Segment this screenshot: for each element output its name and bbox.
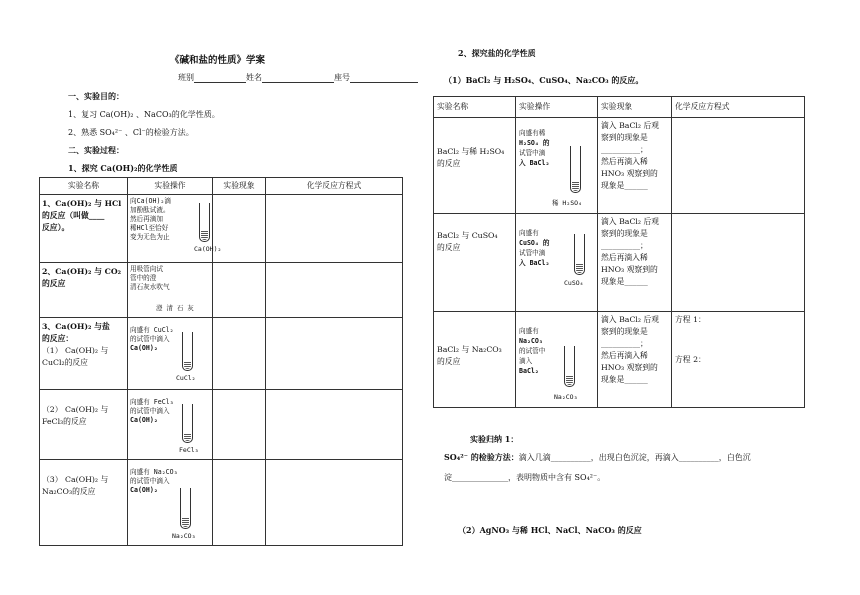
tube-label: 稀 H₂SO₄ (552, 199, 582, 207)
row5-phenomenon (213, 460, 266, 546)
name-label: 姓名 (246, 73, 262, 82)
r-row1-operation (516, 118, 598, 214)
row5-equation (266, 460, 403, 546)
row3-equation (266, 318, 403, 390)
r-row2-operation (516, 214, 598, 312)
summary-title: 实验归纳 1： (470, 434, 519, 444)
phen-line: 滴入 BaCl₂ 后观 (601, 121, 660, 130)
row2-operation (128, 263, 213, 318)
op-line: CuSO₄ 的 (519, 239, 550, 247)
op-line: 管中的澄 (130, 274, 157, 282)
r-row3-name-line: BaCl₂ 与 Na₂CO₃ (437, 345, 502, 354)
phen-line: HNO₃ 观察到的 (601, 363, 658, 372)
row2-name (40, 263, 128, 318)
op-line: 加酚酞试液。 (130, 206, 170, 214)
phen-line: 然后再滴入稀 (601, 157, 648, 166)
phen-line: 现象是______ (601, 277, 648, 286)
r-row3-name (434, 312, 516, 408)
row2-equation (266, 263, 403, 318)
r-row1-name-line: 的反应 (437, 159, 461, 168)
phen-line: 察到的现象是 (601, 133, 648, 142)
test-tube-icon (182, 404, 193, 443)
seat-label: 座号 (334, 73, 350, 82)
test-tube-icon (180, 488, 191, 529)
op-line: 试管中滴 (519, 249, 546, 257)
table-row (40, 318, 403, 390)
row1-name (40, 195, 128, 263)
test-tube-icon (182, 332, 193, 371)
section-goal-heading: 一、实验目的： (68, 91, 124, 101)
table-header-row (434, 97, 805, 118)
r-row1-phenomenon (598, 118, 672, 214)
op-line: 变为无色为止 (130, 233, 170, 241)
op-line: 向盛有 Na₂CO₃ (130, 468, 178, 476)
op-line: 入 BaCl₂ (519, 159, 550, 167)
op-line: 入 BaCl₂ (519, 259, 550, 267)
header-phenomenon: 实验现象 (598, 97, 672, 118)
phen-line: 然后再滴入稀 (601, 351, 648, 360)
table-row (434, 118, 805, 214)
r-row2-phenomenon (598, 214, 672, 312)
row3-operation (128, 318, 213, 390)
phen-line: 滴入 BaCl₂ 后观 (601, 217, 660, 226)
equation-1-label: 方程 1： (675, 315, 706, 324)
row3-name-line: 3、Ca(OH)₂ 与盐 (42, 322, 110, 331)
table-header-row (40, 178, 403, 195)
sub-heading-bacl2: （1）BaCl₂ 与 H₂SO₄、CuSO₄、Na₂CO₃ 的反应。 (444, 75, 644, 85)
r-row3-operation (516, 312, 598, 408)
row2-name-line: 2、Ca(OH)₂ 与 CO₂ (42, 267, 122, 276)
r-row2-name-line: BaCl₂ 与 CuSO₄ (437, 231, 498, 240)
row1-name-line: 1、Ca(OH)₂ 与 HCl (42, 199, 122, 208)
row5-name (40, 460, 128, 546)
goal-2: 2、熟悉 SO₄²⁻ 、Cl⁻的检验方法。 (68, 128, 194, 137)
row4-name-line: FeCl₃的反应 (42, 417, 87, 426)
op-line: 的试管中滴入 (130, 407, 170, 415)
row3-name-line: CuCl₂的反应 (42, 358, 88, 367)
phen-line: 现象是______ (601, 181, 648, 190)
op-line: Ca(OH)₂ (130, 344, 158, 352)
op-line: 用吸管向试 (130, 265, 163, 273)
row4-operation (128, 390, 213, 460)
op-line: BaCl₂ (519, 367, 539, 375)
header-equation: 化学反应方程式 (266, 178, 403, 195)
row1-name-line: 反应）。 (42, 223, 70, 232)
r-row1-equation (672, 118, 805, 214)
row1-operation (128, 195, 222, 263)
row1-equation (266, 195, 403, 263)
op-line: 的试管中滴入 (130, 335, 170, 343)
table-row (434, 312, 805, 408)
table-row (40, 390, 403, 460)
r-row3-equation (672, 312, 805, 408)
phen-line: __________； (601, 145, 648, 154)
caoh2-table (39, 177, 403, 546)
goal-1: 1、复习 Ca(OH)₂ 、NaCO₃的化学性质。 (68, 110, 220, 119)
sub-heading-agno3: （2）AgNO₃ 与稀 HCl、NaCl、NaCO₃ 的反应 (458, 525, 642, 535)
phen-line: 察到的现象是 (601, 327, 648, 336)
phen-line: 滴入 BaCl₂ 后观 (601, 315, 660, 324)
summary-label: SO₄²⁻ 的检验方法： (444, 452, 519, 462)
r-row1-name-line: BaCl₂ 与稀 H₂SO₄ (437, 147, 505, 156)
phen-line: 现象是______ (601, 375, 648, 384)
op-line: 然后再滴加 (130, 215, 163, 223)
r-row3-phenomenon (598, 312, 672, 408)
row3-name-line: （1） Ca(OH)₂ 与 (42, 346, 109, 355)
phen-line: __________； (601, 339, 648, 348)
summary-line-1 (444, 452, 824, 463)
student-info-line (178, 72, 418, 83)
test-tube-icon (574, 234, 585, 275)
phen-line: 然后再滴入稀 (601, 253, 648, 262)
r-row3-name-line: 的反应 (437, 357, 461, 366)
op-line: 的试管中滴入 (130, 477, 170, 485)
table-row (434, 214, 805, 312)
tube-label: 澄 清 石 灰 (156, 304, 194, 312)
row4-equation (266, 390, 403, 460)
header-equation: 化学反应方程式 (672, 97, 805, 118)
row3-phenomenon (213, 318, 266, 390)
page-title: 《碱和盐的性质》学案 (170, 55, 266, 66)
tube-label: Na₂CO₃ (172, 532, 196, 540)
summary-text: 滴入几滴__________，出现白色沉淀，再滴入__________，白色沉 (518, 453, 751, 462)
phen-line: HNO₃ 观察到的 (601, 169, 658, 178)
op-line: 向盛有 (519, 229, 539, 237)
seat-blank (350, 74, 418, 83)
header-name: 实验名称 (40, 178, 128, 195)
r-row1-name (434, 118, 516, 214)
row4-phenomenon (213, 390, 266, 460)
class-blank (194, 74, 246, 83)
op-line: 滴入 (519, 357, 533, 365)
op-line: Ca(OH)₂ (130, 486, 158, 494)
row3-name-line: 的反应： (42, 334, 74, 343)
sub-heading-salt: 2、探究盐的化学性质 (458, 48, 536, 58)
name-blank (262, 74, 334, 83)
op-line: Ca(OH)₂ (130, 416, 158, 424)
table-row (40, 460, 403, 546)
phen-line: HNO₃ 观察到的 (601, 265, 658, 274)
header-operation: 实验操作 (516, 97, 598, 118)
row4-name-line: （2） Ca(OH)₂ 与 (42, 405, 109, 414)
op-line: 向盛有稀 (519, 129, 546, 137)
op-line: Na₂CO₃ (519, 337, 543, 345)
row4-name (40, 390, 128, 460)
equation-2-label: 方程 2： (675, 355, 706, 364)
op-line: 稀HCl至恰好 (130, 224, 169, 232)
header-name: 实验名称 (434, 97, 516, 118)
row5-operation (128, 460, 213, 546)
op-line: 向盛有 (519, 327, 539, 335)
section-process-heading: 二、实验过程： (68, 145, 124, 155)
op-line: 向Ca(OH)₂滴 (130, 197, 171, 205)
r-row2-name (434, 214, 516, 312)
op-line: 的试管中 (519, 347, 546, 355)
table-row (40, 263, 403, 318)
op-line: 试管中滴 (519, 149, 546, 157)
row1-name-line: 的反应（叫做____ (42, 211, 105, 220)
tube-label: CuCl₂ (176, 374, 196, 382)
row2-name-line: 的反应 (42, 279, 66, 288)
header-phenomenon: 实验现象 (213, 178, 266, 195)
row3-name (40, 318, 128, 390)
phen-line: 察到的现象是 (601, 229, 648, 238)
op-line: 向盛有 FeCl₃ (130, 398, 174, 406)
summary-line-2: 淀______________，表明物质中含有 SO₄²⁻。 (444, 473, 606, 482)
test-tube-icon (570, 146, 581, 193)
op-line: 向盛有 CuCl₂ (130, 326, 174, 334)
op-line: H₂SO₄ 的 (519, 139, 550, 147)
r-row2-name-line: 的反应 (437, 243, 461, 252)
sub-heading-caoh2: 1、探究 Ca(OH)₂的化学性质 (68, 163, 178, 173)
header-operation: 实验操作 (128, 178, 213, 195)
tube-label: FeCl₃ (179, 446, 199, 454)
row2-phenomenon (213, 263, 266, 318)
test-tube-icon (199, 203, 210, 242)
tube-label: CuSO₄ (564, 279, 584, 287)
row5-name-line: Na₂CO₃的反应 (42, 487, 96, 496)
phen-line: __________； (601, 241, 648, 250)
table-row (40, 195, 403, 263)
op-line: 清石灰水吹气 (130, 283, 170, 291)
tube-label: Ca(OH)₂ (194, 245, 222, 253)
bacl2-table (433, 96, 805, 408)
class-label: 班别 (178, 73, 194, 82)
test-tube-icon (564, 346, 575, 387)
row5-name-line: （3） Ca(OH)₂ 与 (42, 475, 109, 484)
tube-label: Na₂CO₃ (554, 393, 578, 401)
r-row2-equation (672, 214, 805, 312)
